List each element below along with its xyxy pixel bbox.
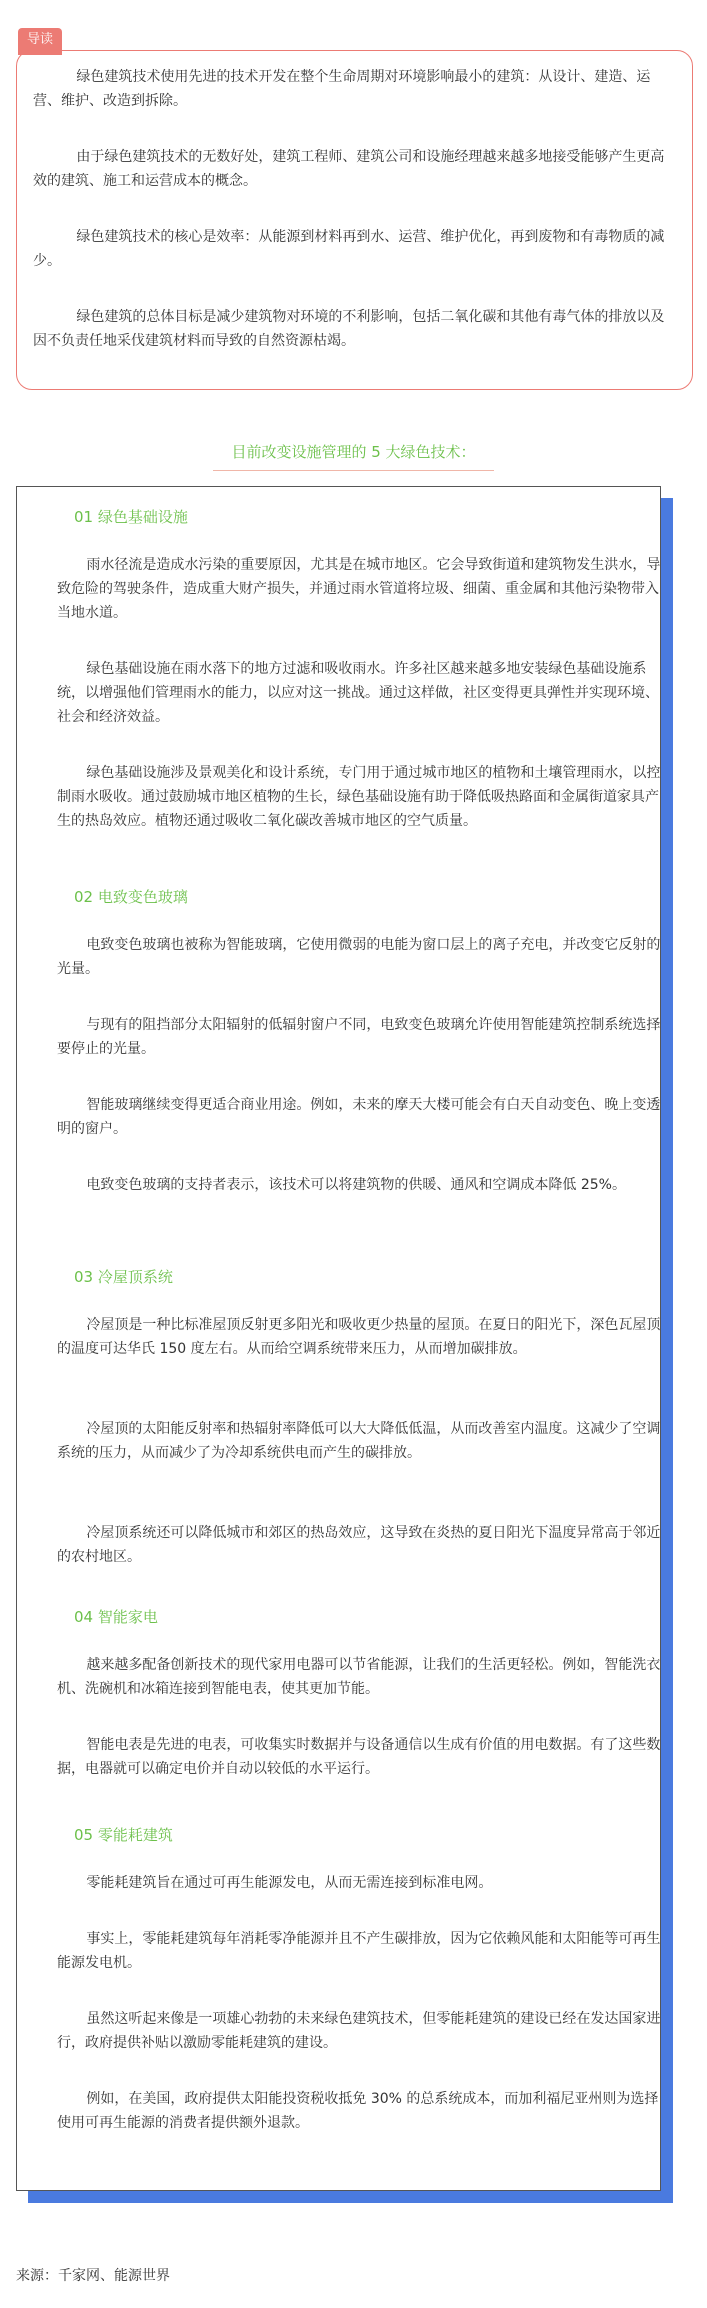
section-paragraph: 与现有的阻挡部分太阳辐射的低辐射窗户不同，电致变色玻璃允许使用智能建筑控制系统选择要停止的光量。 [57,1017,661,1057]
section-paragraph: 零能耗建筑旨在通过可再生能源发电，从而无需连接到标准电网。 [86,1875,493,1891]
section-paragraph: 电致变色玻璃的支持者表示，该技术可以将建筑物的供暖、通风和空调成本降低 25%。 [86,1177,626,1193]
section-paragraph: 例如，在美国，政府提供太阳能投资税收抵免 30% 的总系统成本，而加利福尼亚州则为选择使用可再生能源的消费者提供额外退款。 [57,2091,659,2131]
section-paragraph: 虽然这听起来像是一项雄心勃勃的未来绿色建筑技术，但零能耗建筑的建设已经在发达国家进行，政府提供补贴以激励零能耗建筑的建设。 [57,2011,661,2051]
section-paragraph: 绿色基础设施在雨水落下的地方过滤和吸收雨水。许多社区越来越多地安装绿色基础设施系统，以增强他们管理雨水的能力，以应对这一挑战。通过这样做，社区变得更具弹性并实现环境、社会和经济效益。 [57,661,659,725]
content-box [16,486,661,2191]
section-paragraph: 冷屋顶的太阳能反射率和热辐射率降低可以大大降低低温，从而改善室内温度。这减少了空调系统的压力，从而减少了为冷却系统供电而产生的碳排放。 [57,1421,661,1461]
section-paragraph: 电致变色玻璃也被称为智能玻璃，它使用微弱的电能为窗口层上的离子充电，并改变它反射的光量。 [57,937,661,977]
section-paragraph: 事实上，零能耗建筑每年消耗零净能源并且不产生碳排放，因为它依赖风能和太阳能等可再生能源发电机。 [57,1931,661,1971]
section-paragraph: 冷屋顶是一种比标准屋顶反射更多阳光和吸收更少热量的屋顶。在夏日的阳光下，深色瓦屋顶的温度可达华氏 150 度左右。从而给空调系统带来压力，从而增加碳排放。 [57,1317,661,1357]
section-heading-02: 02 电致变色玻璃 [74,888,188,906]
section-heading-01: 01 绿色基础设施 [74,508,188,526]
section-paragraph: 智能电表是先进的电表，可收集实时数据并与设备通信以生成有价值的用电数据。有了这些数据，电器就可以确定电价并自动以较低的水平运行。 [57,1737,661,1777]
section-heading-03: 03 冷屋顶系统 [74,1268,173,1286]
section-heading-05: 05 零能耗建筑 [74,1826,173,1844]
intro-box [16,50,693,390]
intro-paragraph: 绿色建筑的总体目标是减少建筑物对环境的不利影响，包括二氧化碳和其他有毒气体的排放以及因不负责任地采伐建筑材料而导致的自然资源枯竭。 [33,309,665,349]
source-credit: 来源：千家网、能源世界 [16,2268,170,2284]
section-paragraph: 智能玻璃继续变得更适合商业用途。例如，未来的摩天大楼可能会有白天自动变色、晚上变透明的窗户。 [57,1097,661,1137]
section-heading-04: 04 智能家电 [74,1608,158,1626]
section-title: 目前改变设施管理的 5 大绿色技术： [213,440,493,471]
intro-paragraph: 绿色建筑技术使用先进的技术开发在整个生命周期对环境影响最小的建筑：从设计、建造、运营、维护、改造到拆除。 [33,69,651,109]
section-paragraph: 冷屋顶系统还可以降低城市和郊区的热岛效应，这导致在炎热的夏日阳光下温度异常高于邻近的农村地区。 [57,1525,661,1565]
section-title-wrap [0,440,707,471]
section-paragraph: 雨水径流是造成水污染的重要原因，尤其是在城市地区。它会导致街道和建筑物发生洪水，导致危险的驾驶条件，造成重大财产损失，并通过雨水管道将垃圾、细菌、重金属和其他污染物带入当地水道。 [57,557,661,621]
section-paragraph: 绿色基础设施涉及景观美化和设计系统，专门用于通过城市地区的植物和土壤管理雨水，以控制雨水吸收。通过鼓励城市地区植物的生长，绿色基础设施有助于降低吸热路面和金属街道家具产生的热岛效应。植物还通过吸收二氧化碳改善城市地区的空气质量。 [57,765,661,829]
intro-paragraph: 绿色建筑技术的核心是效率：从能源到材料再到水、运营、维护优化，再到废物和有毒物质的减少。 [33,229,665,269]
intro-badge: 导读 [18,28,62,52]
intro-paragraph: 由于绿色建筑技术的无数好处，建筑工程师、建筑公司和设施经理越来越多地接受能够产生更高效的建筑、施工和运营成本的概念。 [33,149,665,189]
section-paragraph: 越来越多配备创新技术的现代家用电器可以节省能源，让我们的生活更轻松。例如，智能洗衣机、洗碗机和冰箱连接到智能电表，使其更加节能。 [57,1657,661,1697]
